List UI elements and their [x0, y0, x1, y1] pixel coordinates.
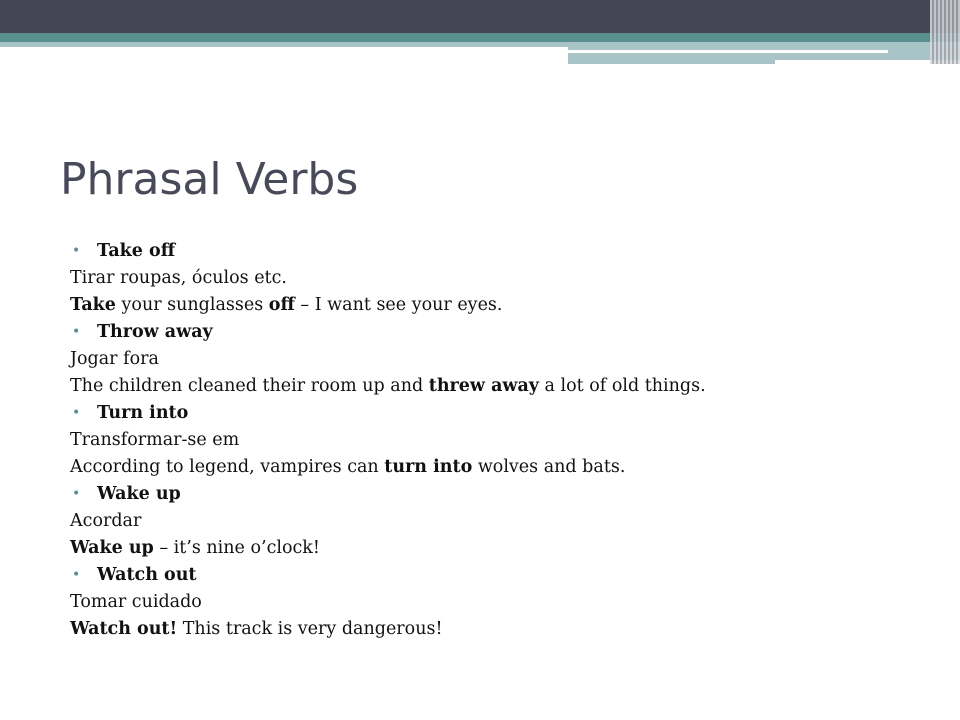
verb-example [70, 292, 940, 319]
verb-label: Watch out [97, 565, 197, 585]
header-teal-bar [0, 33, 960, 42]
bullet-icon: • [72, 486, 81, 502]
verb-label: Throw away [97, 322, 213, 342]
verb-label: Take off [97, 241, 176, 261]
example-text: This track is very dangerous! [177, 619, 443, 639]
example-text: According to legend, vampires can [70, 457, 385, 477]
example-bold: Watch out! [70, 619, 178, 639]
bullet-icon: • [72, 405, 81, 421]
verb-meaning: Tirar roupas, óculos etc. [70, 268, 287, 288]
example-text: The children cleaned their room up and [70, 376, 429, 396]
bullet-icon: • [72, 567, 81, 583]
example-bold: threw away [428, 376, 539, 396]
example-text: wolves and bats. [472, 457, 626, 477]
example-text: – it’s nine o’clock! [153, 538, 320, 558]
bullet-icon: • [72, 243, 81, 259]
bullet-item-verb [70, 400, 940, 427]
slide-content [70, 238, 940, 643]
bullet-item-verb [70, 319, 940, 346]
bullet-icon: • [72, 324, 81, 340]
example-text: your sunglasses [115, 295, 269, 315]
bullet-item-verb [70, 481, 940, 508]
verb-example [70, 535, 940, 562]
header-light-bar [0, 42, 568, 47]
header-stripes-decoration [930, 0, 960, 64]
bullet-item-verb [70, 238, 940, 265]
verb-meaning: Jogar fora [70, 349, 159, 369]
example-bold: Wake up [70, 538, 154, 558]
example-bold: Take [70, 295, 116, 315]
header-dark-bar [0, 0, 960, 33]
verb-example [70, 616, 940, 643]
example-text: a lot of old things. [538, 376, 706, 396]
verb-meaning: Transformar-se em [70, 430, 240, 450]
verb-label: Turn into [97, 403, 189, 423]
slide-title: Phrasal Verbs [60, 154, 359, 205]
verb-example [70, 454, 940, 481]
example-bold: off [268, 295, 295, 315]
verb-meaning: Acordar [70, 511, 142, 531]
example-text: – I want see your eyes. [294, 295, 503, 315]
verb-meaning: Tomar cuidado [70, 592, 202, 612]
verb-label: Wake up [97, 484, 181, 504]
verb-example [70, 373, 940, 400]
example-bold: turn into [384, 457, 473, 477]
header-white-line [568, 50, 888, 53]
bullet-item-verb [70, 562, 940, 589]
